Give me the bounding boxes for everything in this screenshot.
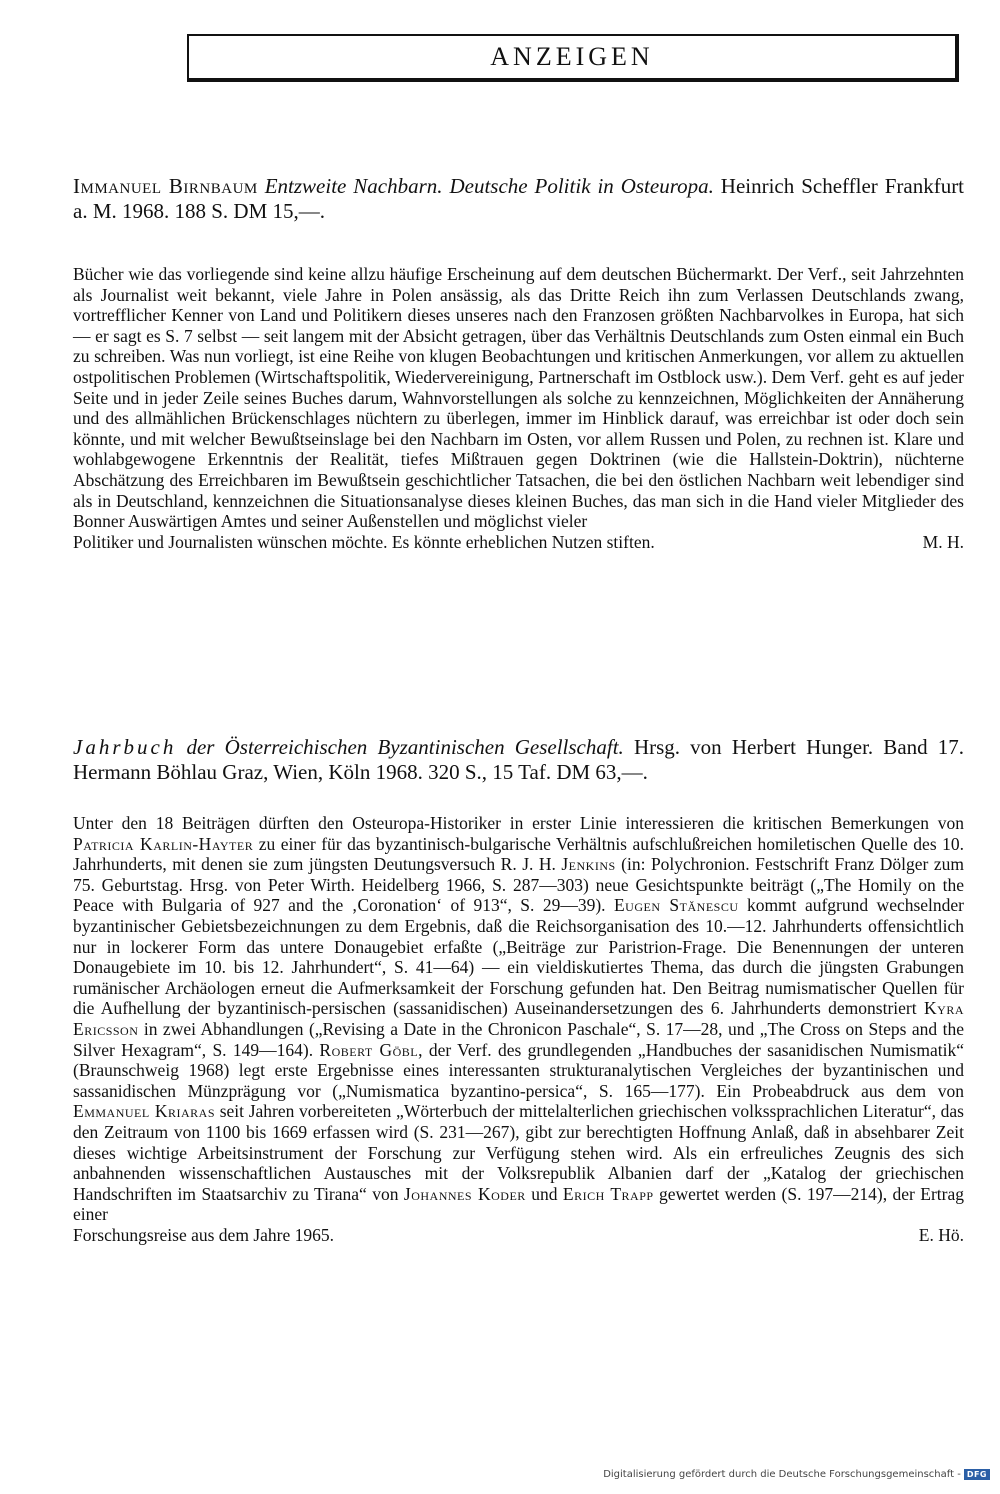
review-2-text-7: seit Jahren vorbereiteten „Wörterbuch der mittelalterlichen griechischen volkssprachlichen Literatur“, das den Zeitraum von 1100 bis 1669 erfassen wird (S. 231—267), gibt zur berechtigten Hoffnung Anlaß, daß in absehbarer Zeit dieses wichtige Arbeitsinstrument der Forschung zur Verfügung stehen wird. Als ein erfreuliches Zeugnis des sich anbahnenden wissenschaftlichen Austausches mit der Volksrepublik Albanien darf der „Katalog der griechischen Handschriften im Staatsarchiv zu Tirana“ von [73,1101,964,1204]
author-name: Jenkins [561,854,616,875]
review-2-text-4: kommt aufgrund wechselnder byzantinischer Gebietsbezeichnungen zu dem Ergebnis, daß die Reichsorganisation des 10.—12. Jahrhunderts offensichtlich nur in lockerer Form das untere Donaugebiet erfaßte („Beiträge zur Paristrion-Frage. Die Benennungen der unteren Donaugebiete im 10. bis 12. Jahrhundert“, S. 41—64) — ein vieldiskutiertes Thema, das durch die jüngsten Grabungen rumänischer Archäologen erneut die Aufmerksamkeit der Forschung gefunden hat. Den Beitrag numismatischer Quellen für die Aufhellung der byzantinisch-persischen (sassanidischen) Auseinandersetzungen des 6. Jahrhunderts demonstriert [73,895,965,1019]
review-2-title-spaced: Jahrbuch [73,735,177,759]
review-2 [73,735,964,1245]
review-1-closing [73,532,964,553]
review-2-text-9: gewertet werden (S. 197—214), der Ertrag einer [73,1183,965,1225]
review-2-body [73,813,964,1225]
dfg-logo-icon: DFG [964,1469,990,1480]
review-1-signature: M. H. [922,531,964,552]
review-2-text-2: zu einer für das byzantinisch-bulgarische Verhältnis aufschlußreichen homiletischen Quelle des 10. Jahrhunderts, mit denen sie zum jüngsten Deutungsversuch R. J. H. [73,833,964,875]
review-1-citation [73,174,964,224]
author-name: Erich Trapp [562,1183,654,1204]
author-name: Kyra Ericsson [73,998,965,1039]
review-2-text-3: (in: Polychronion. Festschrift Franz Dölger zum 75. Geburtstag. Hrsg. von Peter Wirth. Heidelberg 1966, S. 287—303) neue Gesichtspunkte beiträgt („The Homily on the Peace with Bulgaria of 927 and the ‚Coronation‘ of 913“, S. 29—39). [73,854,964,916]
review-1-book-title: Entzweite Nachbarn. Deutsche Politik in Osteuropa. [264,174,714,198]
review-2-citation-rest: Hrsg. von Herbert Hunger. Band 17. Hermann Böhlau Graz, Wien, Köln 1968. 320 S., 15 Taf. DM 63,—. [73,735,965,784]
review-1-author: Immanuel Birnbaum [73,174,258,198]
review-1 [73,174,964,552]
review-1-publisher-1: Heinrich [720,174,795,198]
author-name: Eugen Stănescu [613,895,739,916]
review-2-text-8: und [531,1183,558,1204]
footer-text: Digitalisierung gefördert durch die Deutsche Forschungsgemeinschaft - [603,1469,961,1480]
review-1-body: Bücher wie das vorliegende sind keine allzu häufige Erscheinung auf dem deutschen Büchermarkt. Der Verf., seit Jahrzehnten als Journalist weit bekannt, viele Jahre in Polen ansässig, als das Dritte Reich ihn zum Verlassen Deutschlands zwang, vortrefflicher Kenner von Land und Politikern dieses unseres nach den Franzosen größten Nachbarvolkes in Europa, hat sich — er sagt es S. 7 selbst — seit langem mit der Absicht getragen, über das Verhältnis Deutschlands zum Osten einmal ein Buch zu schreiben. Was nun vorliegt, ist eine Reihe von klugen Beobachtungen und kritischen Anmerkungen, vor allem zu aktuellen ostpolitischen Problemen (Wirtschaftspolitik, Wiedervereinigung, Partnerschaft im Ostblock usw.). Dem Verf. geht es auf jeder Seite und in jeder Zeile seines Buches darum, Wahnvorstellungen als solche zu kennzeichnen, Möglichkeiten der Annäherung und des allmählichen Brückenschlages nüchtern zu überlegen, immer im Hinblick darauf, was erreichbar ist oder doch sein könnte, und mit welcher Bewußtseinslage bei den Nachbarn im Osten, vor allem Russen und Polen, zu rechnen ist. Klare und wohlabgewogene Erkenntnis der Realität, tiefes Mißtrauen gegen Doktrinen (wie die Hallstein-Doktrin), nüchterne Abschätzung des Erreichbaren im Bewußtsein geschichtlicher Tatsachen, die bei den östlichen Nachbarn weit lebendiger sind als in Deutschland, kennzeichnen die Situationsanalyse dieses kleinen Buches, das man sich in die Hand vieler Mitglieder des Bonner Auswärtigen Amtes und seiner Außenstellen und möglichst vieler [73,264,964,532]
digitization-footer [603,1469,990,1480]
review-2-text-5: in zwei Abhandlungen („Revising a Date in the Chronicon Paschale“, S. 17—28, und „The Cross on Steps and the Silver Hexagram“, S. 149—164). [73,1018,964,1060]
author-name: Johannes Koder [403,1183,526,1204]
review-2-text-6: , der Verf. des grundlegenden „Handbuches der sasanidischen Numismatik“ (Braunschweig 1968) legt erste Ergebnisse eines interessanten strukturanalytischen Vergleiches der byzantinischen und sassanidischen Münzprägung vor („Numismatica byzantino-persica“, S. 165—177). Ein Probeabdruck aus dem von [73,1039,964,1101]
author-name: Patricia Karlin-Hayter [73,833,254,854]
author-name: Robert Göbl [319,1039,419,1060]
section-header-box [187,34,959,82]
author-name: Emmanuel Kriaras [73,1101,216,1122]
review-2-signature: E. Hö. [918,1224,964,1245]
review-1-last-line: Politiker und Journalisten wünschen möchte. Es könnte erheblichen Nutzen stiften. [73,531,655,552]
review-2-closing [73,1225,964,1246]
review-1-publisher-2: Scheffler Frankfurt a. M. 1968. 188 S. DM 15,—. [73,174,965,223]
review-2-text-1: Unter den 18 Beiträgen dürften den Osteuropa-Historiker in erster Linie interessieren die kritischen Bemerkungen von [73,813,964,833]
review-2-title-rest: der Österreichischen Byzantinischen Gesellschaft. [186,735,624,759]
section-title: ANZEIGEN [490,42,654,71]
review-2-citation [73,735,964,785]
review-2-last-line: Forschungsreise aus dem Jahre 1965. [73,1224,334,1245]
